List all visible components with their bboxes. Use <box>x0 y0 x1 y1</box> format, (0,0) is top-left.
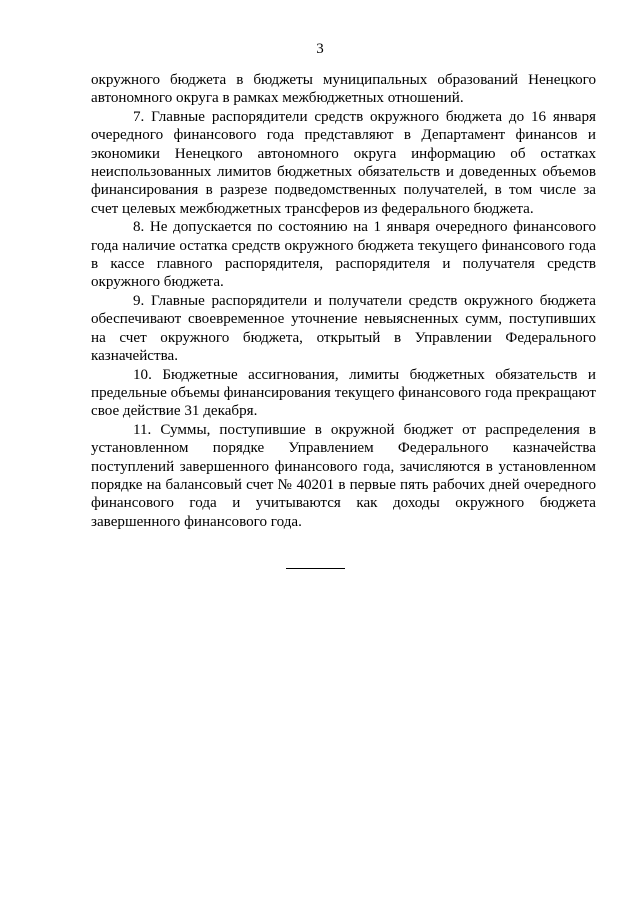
document-body <box>91 71 596 531</box>
paragraph-8: 8. Не допускается по состоянию на 1 января очередного финансового года наличие остатка средств окружного бюджета текущего финансового года в кассе главного распорядителя, распорядителя и получателя средств окружного бюджета. <box>91 219 596 291</box>
paragraph-7: 7. Главные распорядители средств окружного бюджета до 16 января очередного финансового года представляют в Департамент финансов и экономики Ненецкого автономного округа информацию об остатках неиспользованных лимитов бюджетных обязательств и доведенных объемов финансирования в разрезе подведомственных получателей, в том числе за счет целевых межбюджетных трансферов из федерального бюджета. <box>91 108 596 217</box>
paragraph-continuation: окружного бюджета в бюджеты муниципальных образований Ненецкого автономного округа в рамках межбюджетных отношений. <box>91 72 596 107</box>
page-number: 3 <box>316 41 324 57</box>
paragraph-11: 11. Суммы, поступившие в окружной бюджет от распределения в установленном порядке Управлением Федерального казначейства поступлений завершенного финансового года, зачисляются в установленном порядке на балансовый счет № 40201 в первые пять рабочих дней очередного финансового года и учитываются как доходы окружного бюджета завершенного финансового года. <box>91 421 596 530</box>
paragraph-10: 10. Бюджетные ассигнования, лимиты бюджетных обязательств и предельные объемы финансирования текущего финансового года прекращают свое действие 31 декабря. <box>91 366 596 420</box>
paragraph-9: 9. Главные распорядители и получатели средств окружного бюджета обеспечивают своевременное уточнение невыясненных сумм, поступивших на счет окружного бюджета, открытый в Управлении Федерального казначейства. <box>91 292 596 365</box>
end-separator-line <box>286 568 345 569</box>
